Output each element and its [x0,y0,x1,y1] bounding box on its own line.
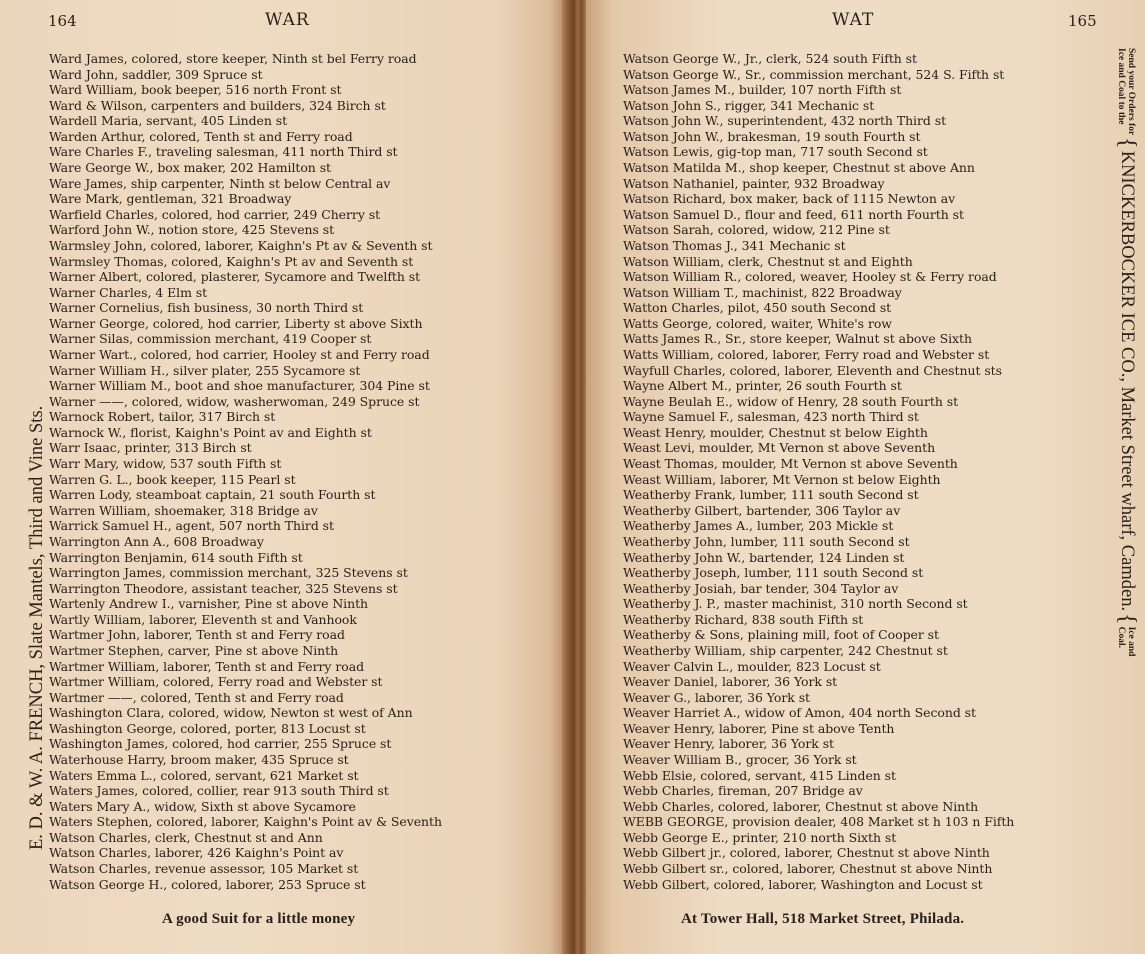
directory-entry: Watson Sarah, colored, widow, 212 Pine st [623,222,890,238]
directory-entry: Watson George W., Jr., clerk, 524 south Fifth st [623,51,917,66]
directory-entry: Weatherby John, lumber, 111 south Second st [623,533,910,549]
directory-entry: Weaver Daniel, laborer, 36 York st [623,674,838,690]
directory-entry: Warnock Robert, tailor, 317 Birch st [49,409,276,425]
directory-entry: Waters Stephen, colored, laborer, Kaighn's Point av & Seventh [49,814,442,830]
directory-entry: Watson Charles, revenue assessor, 105 Market st [49,861,359,877]
running-head-right: WAT [832,10,875,30]
directory-entry: Weast William, laborer, Mt Vernon st below Eighth [623,471,941,487]
directory-entry: Weaver G., laborer, 36 York st [623,689,811,705]
directory-entry: Weatherby & Sons, plaining mill, foot of Cooper st [623,627,939,643]
directory-entry: Watts William, colored, laborer, Ferry road and Webster st [623,346,990,362]
directory-entry: Weaver Henry, laborer, 36 York st [623,736,835,752]
directory-entry: Warner George, colored, hod carrier, Liberty st above Sixth [49,315,423,331]
directory-entry: Webb Elsie, colored, servant, 415 Linden st [623,767,896,783]
directory-entry: Watson George W., Sr., commission merchant, 524 S. Fifth st [623,66,1005,82]
directory-entry: Warren G. L., book keeper, 115 Pearl st [49,471,296,487]
side-advert-tail-line-1: Ice and [1126,626,1137,657]
side-advert-tail [1117,627,1137,657]
directory-entry: Warner William H., silver plater, 255 Sycamore st [49,362,361,378]
directory-entry: Ward & Wilson, carpenters and builders, 324 Birch st [49,97,386,113]
directory-entry: Watson William R., colored, weaver, Hooley st & Ferry road [623,269,997,285]
directory-entry: Weatherby James A., lumber, 203 Mickle st [623,518,894,534]
directory-entry: Ware Charles F., traveling salesman, 411 north Third st [49,144,398,160]
directory-entry: Webb Gilbert, colored, laborer, Washington and Locust st [623,876,983,892]
directory-entry: Wartmer William, laborer, Tenth st and Ferry road [49,658,365,674]
directory-entry: Washington Clara, colored, widow, Newton st west of Ann [49,705,413,721]
directory-entry: Wayne Albert M., printer, 26 south Fourth st [623,378,902,394]
side-advert-main: KNICKERBOCKER ICE CO., Market Street wharf, Camden. [1117,150,1137,612]
directory-entry: Warner William M., boot and shoe manufacturer, 304 Pine st [49,378,430,394]
directory-entry: Warford John W., notion store, 425 Stevens st [49,222,335,238]
directory-entry: Wayfull Charles, colored, laborer, Eleventh and Chestnut sts [623,362,1002,378]
directory-entry: Wayne Beulah E., widow of Henry, 28 south Fourth st [623,393,959,409]
directory-entry: Weatherby Joseph, lumber, 111 south Second st [623,565,924,581]
directory-entry: WEBB GEORGE, provision dealer, 408 Market st h 103 n Fifth [623,814,1015,830]
directory-entry: Warner Charles, 4 Elm st [49,284,208,300]
directory-entry: Webb Charles, fireman, 207 Bridge av [623,783,863,799]
directory-entry: Warrington Theodore, assistant teacher, 325 Stevens st [49,580,398,596]
directory-entry: Wartmer William, colored, Ferry road and Webster st [49,674,383,690]
directory-entry: Weatherby Gilbert, bartender, 306 Taylor av [623,502,901,518]
directory-entry: Warrington Ann A., 608 Broadway [49,533,264,549]
directory-entry: Warmsley John, colored, laborer, Kaighn's Pt av & Seventh st [49,237,433,253]
directory-entry: Waters Mary A., widow, Sixth st above Sycamore [49,798,356,814]
directory-entry: Watson Samuel D., flour and feed, 611 north Fourth st [623,206,964,222]
directory-entry: Weast Levi, moulder, Mt Vernon st above Seventh [623,440,936,456]
directory-entry: Watton Charles, pilot, 450 south Second st [623,300,892,316]
directory-entry: Watson Charles, laborer, 426 Kaighn's Point av [49,845,344,861]
directory-entry: Wayne Samuel F., salesman, 423 north Third st [623,409,919,425]
directory-entry: Warr Isaac, printer, 313 Birch st [49,440,252,456]
directory-entry: Watson John W., brakesman, 19 south Fourth st [623,128,921,144]
directory-entry: Webb Gilbert jr., colored, laborer, Chestnut st above Ninth [623,845,990,861]
directory-entry: Wartmer John, laborer, Tenth st and Ferry road [49,627,345,643]
side-advert-left: E. D. & W. A. FRENCH, Slate Mantels, Third and Vine Sts. [27,405,47,850]
side-advert-tail-line-2: Coal. [1116,626,1127,648]
directory-entry: Washington James, colored, hod carrier, 255 Spruce st [49,736,392,752]
directory-entry: Watson James M., builder, 107 north Fifth st [623,82,902,98]
directory-entry: Warner Wart., colored, hod carrier, Hooley st and Ferry road [49,346,430,362]
directory-entry: Watson Thomas J., 341 Mechanic st [623,237,846,253]
brace-icon: { [1114,137,1140,149]
directory-entry: Warner Silas, commission merchant, 419 Cooper st [49,331,372,347]
directory-entry: Weaver William B., grocer, 36 York st [623,752,857,768]
side-advert-lead-line-1: Send your Orders for [1126,48,1137,136]
directory-entry: Ward William, book beeper, 516 north Front st [49,82,342,98]
directory-entry: Weast Henry, moulder, Chestnut st below Eighth [623,424,928,440]
directory-entry: Warmsley Thomas, colored, Kaighn's Pt av and Seventh st [49,253,414,269]
directory-entry: Watson Lewis, gig-top man, 717 south Second st [623,144,928,160]
page-number-right: 165 [1068,12,1097,30]
directory-entry: Watts James R., Sr., store keeper, Walnut st above Sixth [623,331,972,347]
directory-entry: Watson George H., colored, laborer, 253 Spruce st [49,876,366,892]
directory-entry: Wardell Maria, servant, 405 Linden st [49,113,288,129]
directory-entry: Watson Richard, box maker, back of 1115 Newton av [623,191,956,207]
page-number-left: 164 [48,12,77,30]
directory-entry: Weaver Henry, laborer, Pine st above Tenth [623,720,895,736]
directory-entry: Weaver Harriet A., widow of Amon, 404 north Second st [623,705,976,721]
directory-entry: Webb George E., printer, 210 north Sixth st [623,829,897,845]
right-page [586,0,1145,954]
directory-entry: Waterhouse Harry, broom maker, 435 Spruce st [49,752,349,768]
directory-entry: Washington George, colored, porter, 813 Locust st [49,720,366,736]
directory-entry: Warrington James, commission merchant, 325 Stevens st [49,565,408,581]
directory-list-right [623,51,1113,892]
directory-entry: Weatherby Richard, 838 south Fifth st [623,611,864,627]
directory-entry: Wartly William, laborer, Eleventh st and Vanhook [49,611,357,627]
directory-entry: Weatherby Josiah, bar tender, 304 Taylor av [623,580,899,596]
running-head-left: WAR [265,10,310,30]
directory-entry: Warrick Samuel H., agent, 507 north Third st [49,518,334,534]
directory-entry: Wartmer Stephen, carver, Pine st above Ninth [49,642,339,658]
directory-list-left [49,51,529,892]
book-gutter [562,0,588,954]
directory-entry: Wartenly Andrew I., varnisher, Pine st above Ninth [49,596,369,612]
directory-entry: Watson Charles, clerk, Chestnut st and Ann [49,829,323,845]
directory-entry: Watson John W., superintendent, 432 north Third st [623,113,947,129]
directory-entry: Watson Nathaniel, painter, 932 Broadway [623,175,885,191]
directory-entry: Ware Mark, gentleman, 321 Broadway [49,191,292,207]
directory-entry: Weatherby J. P., master machinist, 310 north Second st [623,596,968,612]
directory-entry: Watson William, clerk, Chestnut st and Eighth [623,253,913,269]
directory-entry: Waters James, colored, collier, rear 913 south Third st [49,783,389,799]
directory-entry: Ward John, saddler, 309 Spruce st [49,66,263,82]
directory-entry: Warr Mary, widow, 537 south Fifth st [49,456,282,472]
directory-entry: Ward James, colored, store keeper, Ninth st bel Ferry road [49,51,417,66]
left-page [0,0,566,954]
side-advert-lead-line-2: Ice and Coal to the [1116,48,1127,125]
footer-right: At Tower Hall, 518 Market Street, Philada. [681,911,965,927]
directory-entry: Warner ——, colored, widow, washerwoman, 249 Spruce st [49,393,420,409]
directory-entry: Warren William, shoemaker, 318 Bridge av [49,502,318,518]
directory-entry: Weaver Calvin L., moulder, 823 Locust st [623,658,881,674]
directory-entry: Webb Charles, colored, laborer, Chestnut st above Ninth [623,798,979,814]
brace-icon: { [1114,613,1140,625]
directory-entry: Warner Albert, colored, plasterer, Sycamore and Twelfth st [49,269,421,285]
directory-entry: Weatherby Frank, lumber, 111 south Second st [623,487,919,503]
directory-entry: Weast Thomas, moulder, Mt Vernon st above Seventh [623,456,958,472]
directory-entry: Ware James, ship carpenter, Ninth st below Central av [49,175,391,191]
directory-entry: Watson John S., rigger, 341 Mechanic st [623,97,875,113]
directory-entry: Watson Matilda M., shop keeper, Chestnut st above Ann [623,160,975,176]
directory-entry: Warren Lody, steamboat captain, 21 south Fourth st [49,487,376,503]
side-advert-right [1113,48,1140,656]
footer-left: A good Suit for a little money [162,911,356,927]
directory-entry: Watts George, colored, waiter, White's row [623,315,892,331]
side-advert-lead [1117,48,1137,135]
directory-entry: Warden Arthur, colored, Tenth st and Ferry road [49,128,353,144]
directory-entry: Webb Gilbert sr., colored, laborer, Chestnut st above Ninth [623,861,993,877]
directory-entry: Weatherby John W., bartender, 124 Linden st [623,549,905,565]
directory-entry: Warner Cornelius, fish business, 30 north Third st [49,300,364,316]
directory-entry: Warfield Charles, colored, hod carrier, 249 Cherry st [49,206,381,222]
directory-entry: Waters Emma L., colored, servant, 621 Market st [49,767,359,783]
directory-entry: Ware George W., box maker, 202 Hamilton st [49,160,332,176]
directory-entry: Warnock W., florist, Kaighn's Point av and Eighth st [49,424,372,440]
directory-entry: Wartmer ——, colored, Tenth st and Ferry road [49,689,344,705]
directory-entry: Weatherby William, ship carpenter, 242 Chestnut st [623,642,948,658]
directory-entry: Warrington Benjamin, 614 south Fifth st [49,549,303,565]
directory-entry: Watson William T., machinist, 822 Broadway [623,284,902,300]
